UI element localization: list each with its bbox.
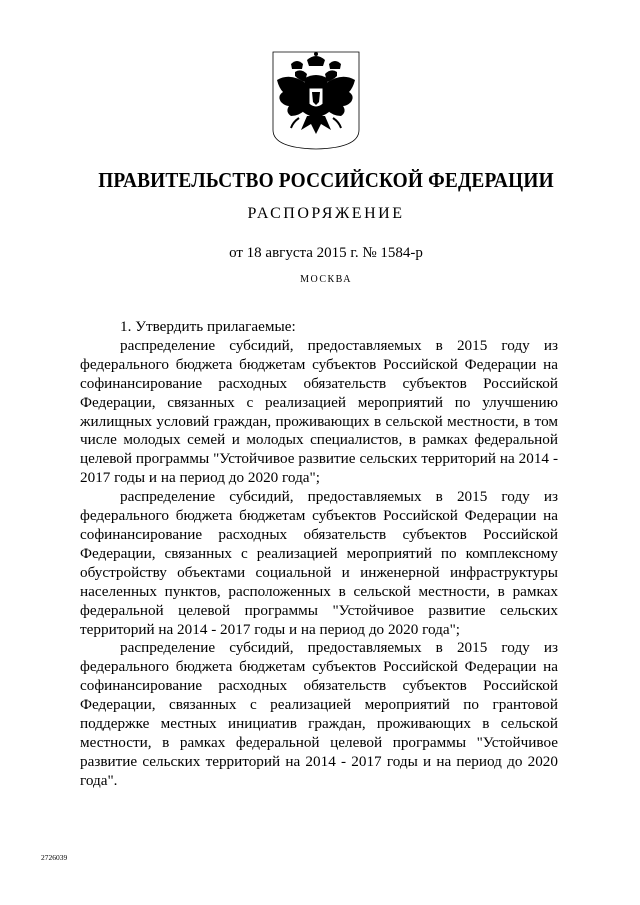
document-body bbox=[80, 318, 558, 791]
paragraph-intro: 1. Утвердить прилагаемые: bbox=[120, 318, 296, 335]
government-title: ПРАВИТЕЛЬСТВО РОССИЙСКОЙ ФЕДЕРАЦИИ bbox=[98, 168, 554, 192]
footer-document-code: 2726039 bbox=[41, 853, 68, 862]
document-date-number: от 18 августа 2015 г. № 1584-р bbox=[229, 245, 423, 261]
paragraph-distribution-2: распределение субсидий, предоставляемых в 2015 году из федерального бюджета бюджетам субъектов Российской Федерации на софинансирование расходных обязательств субъектов Российской Федерации, связанных с реализацией мероприятий по комплексному обустройству объектами социальной и инженерной инфраструктуры населенных пунктов, расположенных в сельской местности, в рамках федеральной целевой программы "Устойчивое развитие сельских территорий на 2014 - 2017 годы и на период до 2020 года"; bbox=[80, 488, 558, 638]
russian-coat-of-arms-icon bbox=[271, 50, 361, 150]
document-type: РАСПОРЯЖЕНИЕ bbox=[247, 205, 405, 222]
document-city: МОСКВА bbox=[300, 274, 352, 285]
paragraph-distribution-3: распределение субсидий, предоставляемых в 2015 году из федерального бюджета бюджетам субъектов Российской Федерации на софинансирование расходных обязательств субъектов Российской Федерации, связанных с реализацией мероприятий по грантовой поддержке местных инициатив граждан, проживающих в сельской местности, в рамках федеральной целевой программы "Устойчивое развитие сельских территорий на 2014 - 2017 годы и на период до 2020 года". bbox=[80, 639, 558, 789]
paragraph-distribution-1: распределение субсидий, предоставляемых в 2015 году из федерального бюджета бюджетам субъектов Российской Федерации на софинансирование расходных обязательств субъектов Российской Федерации, связанных с реализацией мероприятий по улучшению жилищных условий граждан, проживающих в сельской местности, в том числе молодых семей и молодых специалистов, в рамках федеральной целевой программы "Устойчивое развитие сельских территорий на 2014 - 2017 годы и на период до 2020 года"; bbox=[80, 336, 558, 487]
